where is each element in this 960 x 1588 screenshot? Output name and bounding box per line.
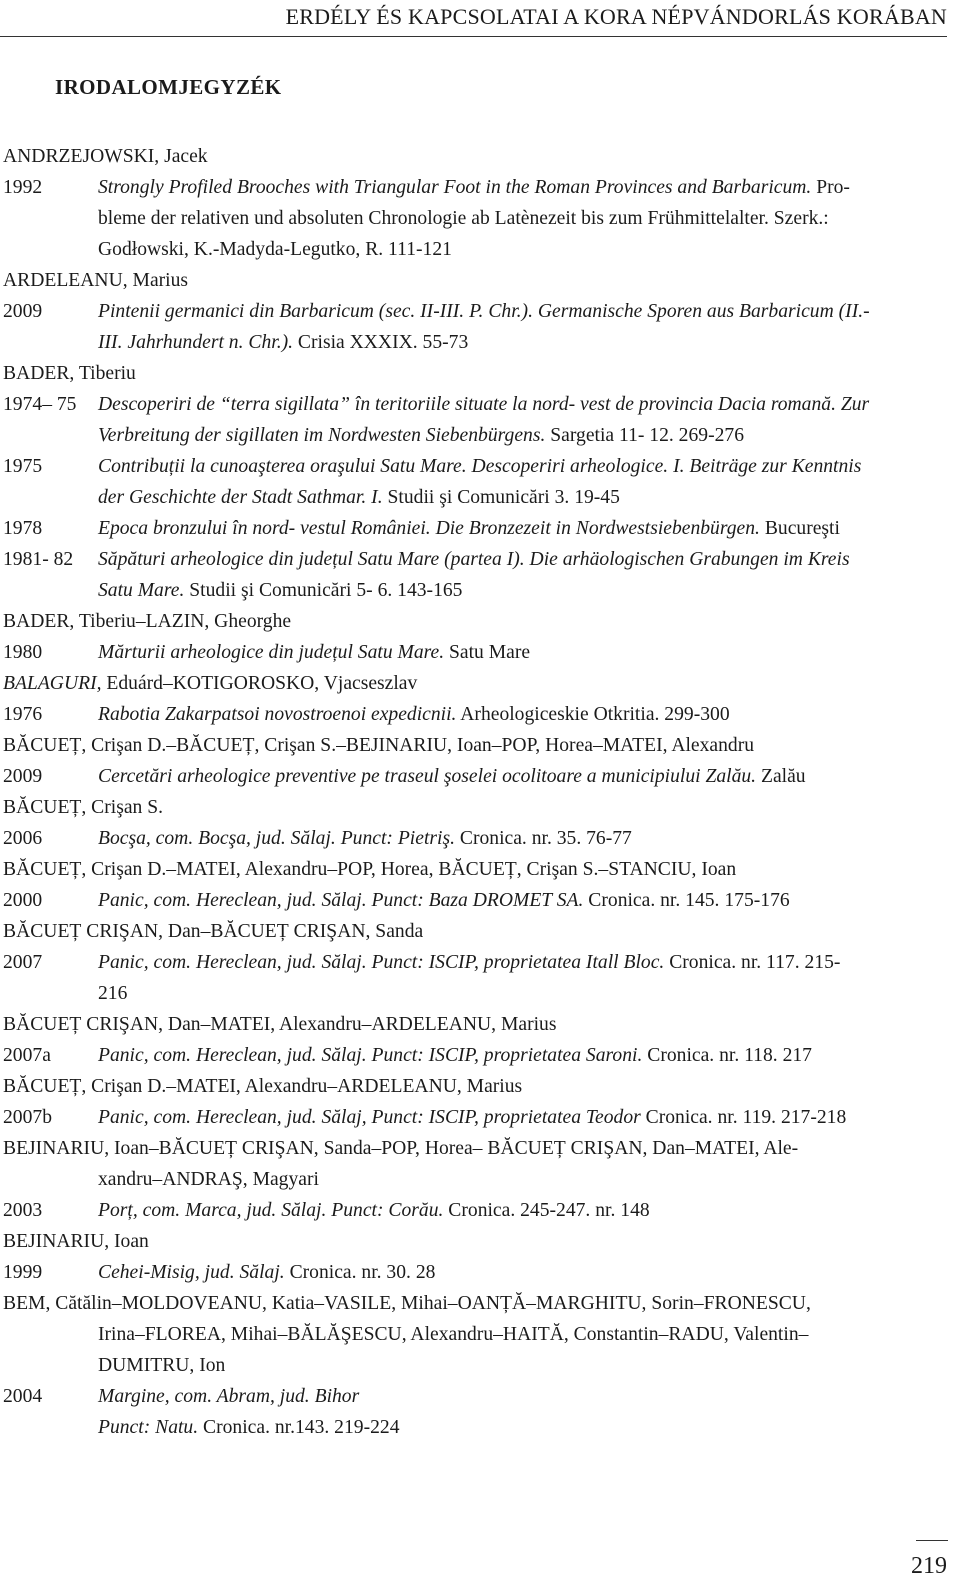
entry-line: [3, 1102, 947, 1133]
entry-source: Studii şi Comunicări 5- 6. 143-165: [184, 580, 463, 601]
entry-line: [3, 451, 947, 482]
entry-year: 2007: [3, 952, 43, 973]
entry-continuation: [3, 1350, 947, 1381]
entry-line: [3, 1195, 947, 1226]
entry-year: 1975: [3, 456, 43, 477]
entry-line: [3, 172, 947, 203]
entry-title: Bocşa, com. Bocşa, jud. Sălaj. Punct: Pietriş.: [98, 828, 455, 849]
entry-text: [98, 451, 861, 482]
entry-source: Cronica. nr. 117. 215-: [664, 952, 841, 973]
entry-year: 2009: [3, 301, 43, 322]
entry-source: Irina–FLOREA, Mihai–BĂLĂŞESCU, Alexandru–HAITĂ, Constantin–RADU, Valentin–: [98, 1324, 809, 1345]
entry-title: Mărturii arheologice din județul Satu Mare.: [98, 642, 445, 663]
entry-line: [3, 637, 947, 668]
entry-year: 1980: [3, 642, 43, 663]
entry-source: Cronica. nr. 118. 217: [642, 1045, 812, 1066]
author-italic: BALAGURI,: [3, 673, 102, 694]
entry-title: Satu Mare.: [98, 580, 185, 601]
entry-year: 2000: [3, 890, 43, 911]
entry-source: DUMITRU, Ion: [98, 1355, 226, 1376]
entry-year: 2007b: [3, 1107, 52, 1128]
entry-text: [98, 575, 462, 606]
entry-source: Cronica. nr. 35. 76-77: [454, 828, 632, 849]
entry-text: [98, 172, 850, 203]
entry-title: III. Jahrhundert n. Chr.).: [98, 332, 294, 353]
entry-text: [98, 761, 806, 792]
entry-text: [98, 1257, 435, 1288]
entry-continuation: [3, 234, 947, 265]
entry-year: 2003: [3, 1200, 43, 1221]
entry-source: Godłowski, K.-Madyda-Legutko, R. 111-121: [98, 239, 452, 260]
entry-text: [98, 947, 840, 978]
entry-year: 1999: [3, 1262, 43, 1283]
entry-line: [3, 389, 947, 420]
entry-line: [3, 544, 947, 575]
entry-source: bleme der relativen und absoluten Chronologie ab Latènezeit bis zum Frühmittelalter. Szerk.:: [98, 208, 829, 229]
entry-year: 1976: [3, 704, 43, 725]
entry-continuation: [3, 575, 947, 606]
entry-title: Săpături arheologice din județul Satu Mare (partea I). Die arhäologischen Grabungen im Kreis: [98, 549, 850, 570]
entry-source: Cronica. 245-247. nr. 148: [443, 1200, 650, 1221]
entry-text: [98, 482, 620, 513]
entry-title: Rabotia Zakarpatsoi novostroenoi expedicnii.: [98, 704, 457, 725]
entry-title: Margine, com. Abram, jud. Bihor: [98, 1386, 360, 1407]
entry-title: Descoperiri de “terra sigillata” în teritoriile situate la nord- vest de provincia Dacia romană. Zur: [98, 394, 870, 415]
entry-title: Epoca bronzului în nord- vestul României. Die Bronzezeit in Nordwestsiebenbürgen.: [98, 518, 760, 539]
entry-text: [98, 978, 127, 1009]
author-line: BEJINARIU, Ioan: [3, 1231, 149, 1252]
entry-line: [3, 1381, 947, 1412]
entry-title: Panic, com. Hereclean, jud. Sălaj. Punct: ISCIP, proprietatea Itall Bloc.: [98, 952, 665, 973]
entry-source: Pro-: [811, 177, 850, 198]
entry-continuation: [3, 1164, 947, 1195]
entry-line: [3, 823, 947, 854]
entry-continuation: [3, 978, 947, 1009]
header-rule: [0, 36, 947, 37]
entry-title: Panic, com. Hereclean, jud. Sălaj. Punct: Baza DROMET SA.: [98, 890, 584, 911]
author-line: BEM, Cătălin–MOLDOVEANU, Katia–VASILE, Mihai–OANȚĂ–MARGHITU, Sorin–FRONESCU,: [3, 1293, 811, 1314]
author-line: BADER, Tiberiu–LAZIN, Gheorghe: [3, 611, 292, 632]
entry-source: Zalău: [756, 766, 806, 787]
entry-text: [98, 885, 790, 916]
entry-title: Panic, com. Hereclean, jud. Sălaj. Punct: ISCIP, proprietatea Saroni.: [98, 1045, 643, 1066]
entry-text: [98, 699, 730, 730]
author-line: [3, 668, 947, 699]
entry-line: [3, 699, 947, 730]
entry-line: [3, 885, 947, 916]
entry-text: [98, 1040, 812, 1071]
author-line: BĂCUEȚ, Crişan S.: [3, 797, 164, 818]
entry-year: 2004: [3, 1386, 43, 1407]
entry-continuation: [3, 1319, 947, 1350]
entry-text: [98, 1102, 846, 1133]
entry-year: 2009: [3, 766, 43, 787]
entry-year: 1978: [3, 518, 43, 539]
entry-text: [98, 389, 869, 420]
entry-source: Studii şi Comunicări 3. 19-45: [382, 487, 620, 508]
running-header: ERDÉLY ÉS KAPCSOLATAI A KORA NÉPVÁNDORLÁS KORÁBAN: [285, 4, 947, 29]
entry-continuation: [3, 327, 947, 358]
entry-title: Cehei-Misig, jud. Sălaj.: [98, 1262, 285, 1283]
entry-title: Cercetări arheologice preventive pe traseul şoselei ocolitoare a municipiului Zalău.: [98, 766, 757, 787]
entry-text: [98, 1381, 359, 1412]
entry-text: [98, 203, 829, 234]
entry-continuation: [3, 1412, 947, 1443]
entry-source: Cronica. nr.143. 219-224: [198, 1417, 400, 1438]
entry-title: Porț, com. Marca, jud. Sălaj. Punct: Corău.: [98, 1200, 444, 1221]
entry-title: Strongly Profiled Brooches with Triangular Foot in the Roman Provinces and Barbaricum.: [98, 177, 812, 198]
entry-line: [3, 761, 947, 792]
entry-text: [98, 1164, 319, 1195]
entry-title: Contribuții la cunoaşterea oraşului Satu Mare. Descoperiri arheologice. I. Beiträge zur Kenntnis: [98, 456, 862, 477]
entry-source: Arheologiceskie Otkritia. 299-300: [456, 704, 730, 725]
entry-source: Satu Mare: [444, 642, 531, 663]
entry-source: Bucureşti: [759, 518, 840, 539]
entry-source: Sargetia 11- 12. 269-276: [545, 425, 744, 446]
section-title: IRODALOMJEGYZÉK: [55, 75, 282, 99]
author-line: BĂCUEȚ, Crişan D.–BĂCUEȚ, Crişan S.–BEJINARIU, Ioan–POP, Horea–MATEI, Alexandru: [3, 735, 755, 756]
author-line: BEJINARIU, Ioan–BĂCUEȚ CRIŞAN, Sanda–POP, Horea– BĂCUEȚ CRIŞAN, Dan–MATEI, Ale-: [3, 1138, 799, 1159]
entry-title: Verbreitung der sigillaten im Nordwesten Siebenbürgens.: [98, 425, 546, 446]
entry-continuation: [3, 203, 947, 234]
entry-title: Punct: Natu.: [98, 1417, 199, 1438]
entry-text: [98, 327, 468, 358]
page-number-rule: [916, 1540, 948, 1541]
entry-year: 2006: [3, 828, 43, 849]
entry-text: [98, 1195, 650, 1226]
entry-continuation: [3, 420, 947, 451]
entry-source: xandru–ANDRAŞ, Magyari: [98, 1169, 319, 1190]
entry-source: 216: [98, 983, 128, 1004]
author-line: BĂCUEȚ CRIŞAN, Dan–MATEI, Alexandru–ARDELEANU, Marius: [3, 1014, 557, 1035]
entry-line: [3, 1257, 947, 1288]
page-number: 219: [911, 1553, 947, 1579]
author-line: BĂCUEȚ CRIŞAN, Dan–BĂCUEȚ CRIŞAN, Sanda: [3, 921, 424, 942]
author-line: BĂCUEȚ, Crişan D.–MATEI, Alexandru–ARDELEANU, Marius: [3, 1076, 523, 1097]
entry-text: [98, 296, 870, 327]
entry-text: [98, 1350, 225, 1381]
entry-source: Cronica. nr. 145. 175-176: [583, 890, 790, 911]
author-line: BADER, Tiberiu: [3, 363, 136, 384]
entry-year: 1974– 75: [3, 394, 77, 415]
entry-source: Cronica. nr. 30. 28: [284, 1262, 436, 1283]
entry-year: 2007a: [3, 1045, 51, 1066]
entry-text: [98, 513, 840, 544]
entry-line: [3, 296, 947, 327]
author-line: BĂCUEȚ, Crişan D.–MATEI, Alexandru–POP, Horea, BĂCUEȚ, Crişan S.–STANCIU, Ioan: [3, 859, 737, 880]
entry-text: [98, 544, 850, 575]
entry-year: 1981- 82: [3, 549, 74, 570]
entry-year: 1992: [3, 177, 43, 198]
entry-text: [98, 1319, 808, 1350]
entry-text: [98, 1412, 400, 1443]
author-line: ARDELEANU, Marius: [3, 270, 189, 291]
entry-text: [98, 420, 744, 451]
author-plain: Eduárd–KOTIGOROSKO, Vjacseszlav: [101, 673, 418, 694]
entry-title: der Geschichte der Stadt Sathmar. I.: [98, 487, 383, 508]
entry-text: [98, 637, 530, 668]
entry-continuation: [3, 482, 947, 513]
entry-title: Panic, com. Hereclean, jud. Sălaj, Punct: ISCIP, proprietatea Teodor: [98, 1107, 641, 1128]
entry-source: Crisia XXXIX. 55-73: [293, 332, 469, 353]
entry-line: [3, 1040, 947, 1071]
bibliography-list: [3, 141, 947, 1443]
entry-text: [98, 823, 632, 854]
author-line: ANDRZEJOWSKI, Jacek: [3, 146, 208, 167]
entry-line: [3, 947, 947, 978]
entry-source: Cronica. nr. 119. 217-218: [640, 1107, 847, 1128]
entry-title: Pintenii germanici din Barbaricum (sec. II-III. P. Chr.). Germanische Sporen aus Barbaricum (II.-: [98, 301, 870, 322]
entry-text: [98, 234, 452, 265]
entry-line: [3, 513, 947, 544]
